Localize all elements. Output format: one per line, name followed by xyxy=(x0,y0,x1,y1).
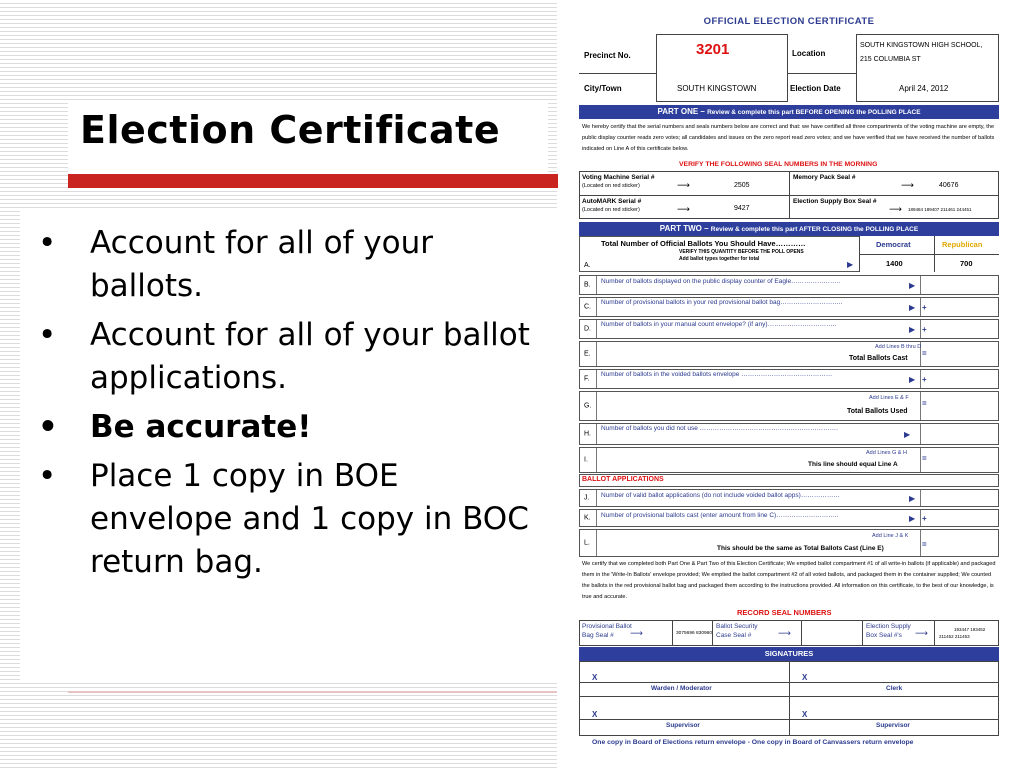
plus-sign: + xyxy=(922,325,927,334)
arrow-right-icon: ▶ xyxy=(909,303,916,312)
certificate-title: OFFICIAL ELECTION CERTIFICATE xyxy=(703,16,875,27)
line-l-row: L. xyxy=(579,529,999,557)
republican-ballot-count: 700 xyxy=(960,259,973,268)
equals-sign: = xyxy=(922,540,927,549)
supply-box-seals-label-2: Box Seal #'s xyxy=(866,632,902,639)
line-i-instruction: Add Lines G & H xyxy=(866,450,907,456)
automark-serial-label: AutoMARK Serial # xyxy=(582,198,642,205)
supply-box-seals-label-1: Election Supply xyxy=(866,623,911,630)
arrow-right-icon: ▶ xyxy=(904,430,911,439)
arrow-icon: ⟶ xyxy=(630,628,643,638)
supply-box-seal-label: Election Supply Box Seal # xyxy=(793,198,877,205)
location-value-line2: 215 COLUMBIA ST xyxy=(860,56,921,63)
verify-seals-heading: VERIFY THE FOLLOWING SEAL NUMBERS IN THE MORNING xyxy=(679,161,878,168)
provisional-bag-seal-label-1: Provisional Ballot xyxy=(582,623,632,630)
plus-sign: + xyxy=(922,514,927,523)
supervisor-2-label: Supervisor xyxy=(876,722,910,729)
supply-box-seals-value-2: 211452 211453 xyxy=(939,634,970,639)
supply-box-seals-value-1: 193447 193452 xyxy=(954,627,986,632)
arrow-right-icon: ▶ xyxy=(909,325,916,334)
clerk-signature-line[interactable]: X xyxy=(802,673,808,682)
arrow-icon: ⟶ xyxy=(889,204,902,214)
election-date-value: April 24, 2012 xyxy=(899,84,949,93)
arrow-right-icon: ▶ xyxy=(909,375,916,384)
line-j-row: J. xyxy=(579,489,999,507)
line-c-text: Number of provisional ballots in your red provisional ballot bag……………………….. xyxy=(601,299,843,306)
line-b-text: Number of ballots displayed on the public display counter of Eagle………………….. xyxy=(601,278,841,285)
arrow-icon: ⟶ xyxy=(778,628,791,638)
automark-serial-sub: (Located on red sticker) xyxy=(582,207,640,213)
bullet-dot-icon: • xyxy=(38,458,57,494)
location-value-line1: SOUTH KINGSTOWN HIGH SCHOOL, xyxy=(860,42,983,49)
line-l-instruction: Add Line J & K xyxy=(872,533,909,539)
voting-machine-serial-value: 2505 xyxy=(734,182,750,189)
security-case-seal-label-2: Case Seal # xyxy=(716,632,752,639)
arrow-icon: ⟶ xyxy=(915,628,928,638)
warden-signature-line[interactable]: X xyxy=(592,673,598,682)
warden-label: Warden / Moderator xyxy=(651,685,712,692)
line-e-instruction: Add Lines B thru D xyxy=(875,344,922,350)
line-h-text: Number of ballots you did not use ………………………………………………………. xyxy=(601,425,838,432)
line-f-row: F. xyxy=(579,369,999,389)
signatures-header: SIGNATURES xyxy=(579,647,999,661)
arrow-icon: ⟶ xyxy=(901,180,914,190)
republican-label: Republican xyxy=(942,240,983,249)
bullet-list xyxy=(38,222,538,590)
closing-certification-statement: We certify that we completed both Part One & Part Two of this Election Certificate; We emptied ballot compartment #1 of all write-in ballots (if applicable) and packaged them in the 'Write-In Ballots' envelope provided; We emptied the ballot compartment #2 of all voted ballots, and packaged them in the container supplied; We counted the ballots in the red provisional ballot bag and packaged them according to the instructions provided. All information on this certificate, to the best of our knowledge, is true and accurate. xyxy=(582,561,996,600)
supervisor-1-label: Supervisor xyxy=(666,722,700,729)
line-k-row: K. xyxy=(579,509,999,527)
precinct-value: 3201 xyxy=(696,41,730,58)
bullet-item: • Account for all of your ballots. xyxy=(38,222,538,308)
arrow-right-icon: ▶ xyxy=(847,260,854,269)
line-f-text: Number of ballots in the voided ballots envelope …………………………………… xyxy=(601,371,833,378)
memory-pack-seal-value: 40676 xyxy=(939,182,959,189)
footer-divider xyxy=(68,691,557,693)
bullet-item: • Place 1 copy in BOE envelope and 1 copy in BOC return bag. xyxy=(38,455,538,584)
voting-machine-serial-label: Voting Machine Serial # xyxy=(582,174,655,181)
part-two-header: PART TWO – Review & complete this part AFTER CLOSING the POLLING PLACE xyxy=(579,222,999,236)
line-k-text: Number of provisional ballots cast (enter amount from line C)……………………….. xyxy=(601,512,839,519)
provisional-bag-seal-label-2: Bag Seal # xyxy=(582,632,614,639)
equals-sign: = xyxy=(922,399,927,408)
city-value: SOUTH KINGSTOWN xyxy=(677,84,757,93)
line-e-total-label: Total Ballots Cast xyxy=(849,355,908,362)
line-h-row: H. xyxy=(579,423,999,445)
slide-title: Election Certificate xyxy=(80,108,501,152)
democrat-label: Democrat xyxy=(876,240,911,249)
bullet-dot-icon: • xyxy=(38,409,58,445)
election-certificate-form xyxy=(579,0,1002,768)
clerk-label: Clerk xyxy=(886,685,903,692)
city-label: City/Town xyxy=(584,84,622,93)
line-g-row: G. xyxy=(579,391,999,421)
certificate-footer-instructions: One copy in Board of Elections return envelope - One copy in Board of Canvassers return envelope xyxy=(592,739,914,746)
bullet-item: • Be accurate! xyxy=(38,406,538,449)
arrow-right-icon: ▶ xyxy=(909,494,916,503)
line-a-sub1: VERIFY THIS QUANTITY BEFORE THE POLL OPENS xyxy=(679,249,804,255)
line-d-text: Number of ballots in your manual count envelope? (if any)………………………….. xyxy=(601,321,837,328)
arrow-right-icon: ▶ xyxy=(909,281,916,290)
voting-machine-serial-sub: (Located on red sticker) xyxy=(582,183,640,189)
line-g-instruction: Add Lines E & F xyxy=(869,395,909,401)
provisional-bag-seal-value: 3075696 830960 xyxy=(676,631,713,636)
precinct-label: Precinct No. xyxy=(584,51,631,60)
line-a-title: Total Number of Official Ballots You Should Have………… xyxy=(601,239,806,248)
ballot-applications-heading: BALLOT APPLICATIONS xyxy=(582,476,664,483)
title-underline-bar xyxy=(68,174,558,188)
bullet-dot-icon: • xyxy=(38,225,57,261)
line-i-row: I. xyxy=(579,447,999,473)
equals-sign: = xyxy=(922,454,927,463)
arrow-icon: ⟶ xyxy=(677,204,690,214)
line-a-sub2: Add ballot types together for total xyxy=(679,256,760,262)
line-b-row: B. xyxy=(579,275,999,295)
democrat-ballot-count: 1400 xyxy=(886,259,903,268)
record-seals-heading: RECORD SEAL NUMBERS xyxy=(737,608,832,617)
location-label: Location xyxy=(792,49,826,58)
line-d-row: D. xyxy=(579,319,999,339)
line-g-total-label: Total Ballots Used xyxy=(847,408,908,415)
line-i-total-label: This line should equal Line A xyxy=(808,461,898,468)
plus-sign: + xyxy=(922,375,927,384)
supervisor-1-signature-line[interactable]: X xyxy=(592,710,598,719)
election-date-label: Election Date xyxy=(790,84,841,93)
line-a-row: A. xyxy=(579,236,999,272)
bullet-item: • Account for all of your ballot applications. xyxy=(38,314,538,400)
bullet-dot-icon: • xyxy=(38,317,57,353)
line-c-row: C. xyxy=(579,297,999,317)
supervisor-2-signature-line[interactable]: X xyxy=(802,710,808,719)
part-one-statement: We hereby certify that the serial numbers and seals numbers below are correct and that: we have certified all three compartments of the voting machine are empty, the public display counter reads zero votes; all candidates and issues on the zero report read zero votes; and we have verified that we have received the number of ballots indicated on Line A of this certificate below. xyxy=(582,124,995,152)
memory-pack-seal-label: Memory Pack Seal # xyxy=(793,174,856,181)
part-one-header: PART ONE – Review & complete this part BEFORE OPENING the POLLING PLACE xyxy=(579,105,999,119)
security-case-seal-label-1: Ballot Security xyxy=(716,623,758,630)
line-j-text: Number of valid ballot applications (do not include voided ballot apps)……………… xyxy=(601,492,840,499)
line-l-total-label: This should be the same as Total Ballots Cast (Line E) xyxy=(717,545,884,552)
equals-sign: = xyxy=(922,349,927,358)
arrow-right-icon: ▶ xyxy=(909,514,916,523)
arrow-icon: ⟶ xyxy=(677,180,690,190)
plus-sign: + xyxy=(922,303,927,312)
line-e-row: E. xyxy=(579,341,999,367)
supply-box-seal-value: 189484 189407 211461 244451 xyxy=(908,207,972,212)
automark-serial-value: 9427 xyxy=(734,205,750,212)
